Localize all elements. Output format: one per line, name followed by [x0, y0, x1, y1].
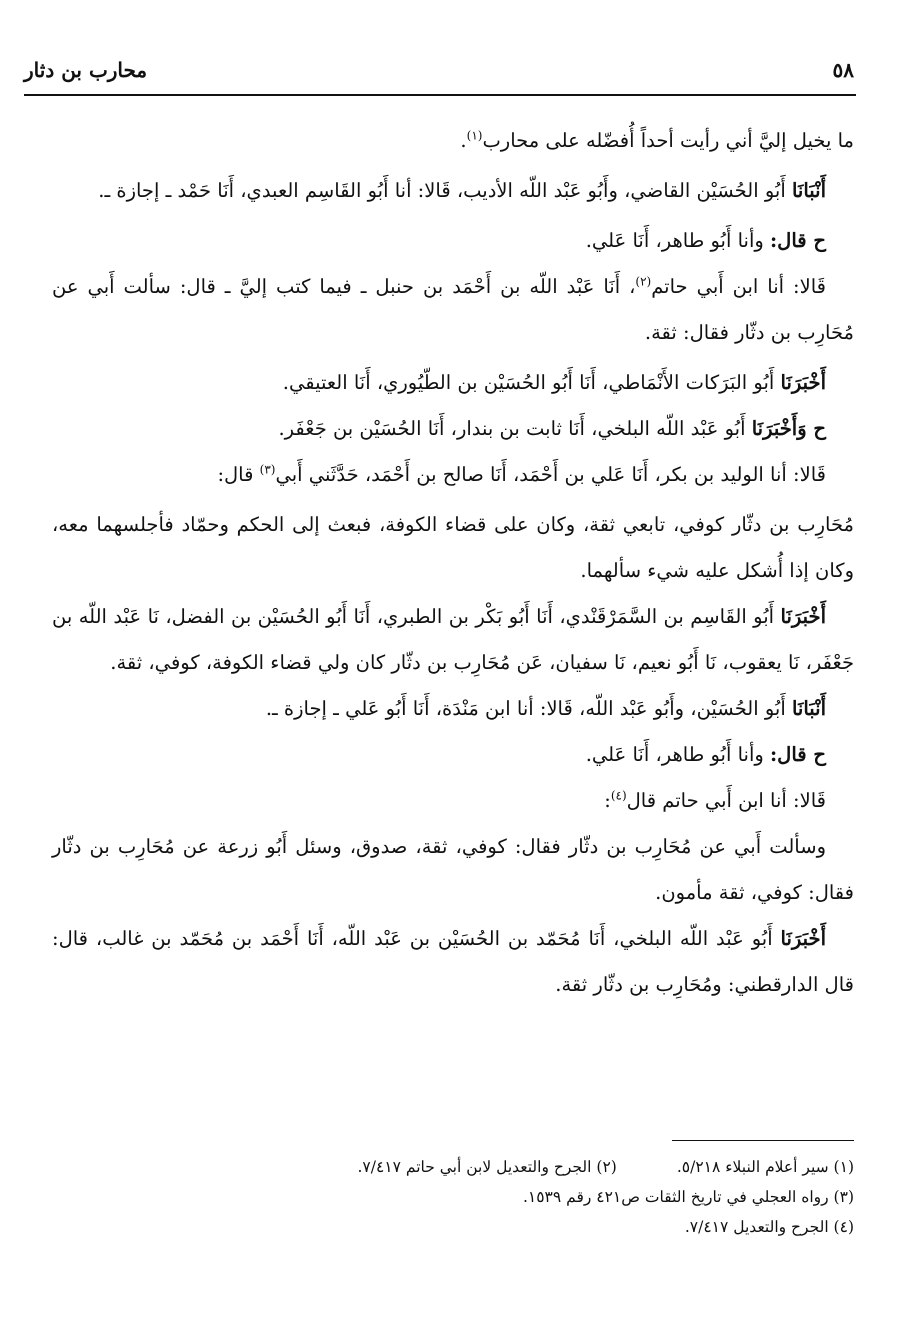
footnotes	[120, 1152, 854, 1242]
paragraph: ح قال: وأنا أَبُو طاهر، أَنَا عَلي.	[585, 229, 826, 252]
footnote-ref: (٢)	[635, 274, 652, 289]
paragraph: قَالا: أنا الوليد بن بكر، أَنَا عَلي بن أَحْمَد، أَنَا صالح بن أَحْمَد، حَدَّثَني أَبي$^{(٣)}$ قال:	[217, 462, 826, 486]
footnote-row	[120, 1152, 854, 1182]
paragraph: أَخْبَرَنَا أَبُو عَبْد اللّه البلخي، أَنَا مُحَمّد بن الحُسَيْن بن عَبْد اللّه، أَنَا أَحْمَد بن مُحَمّد بن غالب، قال: قال الدارقطني: ومُحَارِب بن دثّار ثقة.	[52, 927, 854, 996]
paragraph: أَنْبَانَا أَبُو الحُسَيْن القاضي، وأَبُو عَبْد اللّه الأديب، قَالا: أنا أَبُو القَاسِم العبدي، أَنَا حَمْد ـ إجازة ـ.	[98, 179, 826, 202]
footnote-rule	[672, 1140, 854, 1141]
footnote: (٢) الجرح والتعديل لابن أبي حاتم ٧/٤١٧.	[357, 1158, 617, 1176]
isnad-lead: أَخْبَرَنَا	[780, 605, 826, 628]
footnote: (٣) رواه العجلي في تاريخ الثقات ص٤٢١ رقم ١٥٣٩.	[522, 1188, 854, 1206]
paragraph: وسألت أَبي عن مُحَارِب بن دثّار فقال: كوفي، ثقة، صدوق، وسئل أَبُو زرعة عن مُحَارِب بن دثّار فقال: كوفي، ثقة مأمون.	[52, 835, 854, 904]
paragraph: ح وَأَخْبَرَنَا أَبُو عَبْد اللّه البلخي، أَنَا ثابت بن بندار، أَنَا الحُسَيْن بن جَعْفَر.	[278, 417, 826, 440]
page-number: ٥٨	[832, 58, 854, 82]
paragraph: أَخْبَرَنَا أَبُو البَرَكات الأَنْمَاطي، أَنَا أَبُو الحُسَيْن بن الطّيُوري، أَنَا العتيقي.	[282, 371, 826, 394]
footnote: (١) سير أعلام النبلاء ٥/٢١٨.	[676, 1158, 854, 1176]
isnad-lead: أَخْبَرَنَا	[780, 371, 826, 394]
footnote-ref: (٤)	[610, 788, 627, 803]
footnote-row	[120, 1212, 854, 1242]
paragraph: أَخْبَرَنَا أَبُو القَاسِم بن السَّمَرْقَنْدي، أَنَا أَبُو بَكْر بن الطبري، أَنَا أَبُو الحُسَيْن بن الفضل، نَا عَبْد اللّه بن جَعْفَر، نَا يعقوب، نَا أَبُو نعيم، نَا سفيان، عَن مُحَارِب بن دثّار كان ولي قضاء الكوفة، كوفي، ثقة.	[52, 605, 854, 674]
isnad-lead: أَنْبَانَا	[791, 697, 826, 720]
running-title: محارب بن دثار	[24, 58, 148, 82]
paragraph: قَالا: أنا ابن أَبي حاتم قال$^{(٤)}$:	[604, 788, 826, 812]
isnad-lead: ح قال:	[769, 229, 826, 252]
page-header	[24, 58, 854, 90]
paragraph: ح قال: وأنا أَبُو طاهر، أَنَا عَلي.	[585, 743, 826, 766]
isnad-lead: أَنْبَانَا	[791, 179, 826, 202]
isnad-lead: أَخْبَرَنَا	[780, 927, 826, 950]
isnad-lead: ح وَأَخْبَرَنَا	[751, 417, 826, 440]
paragraph: قَالا: أنا ابن أَبي حاتم$^{(٢)}$، أَنَا عَبْد اللّه بن أَحْمَد بن حنبل ـ فيما كتب إليَّ ـ قال: سألت أَبي عن مُحَارِب بن دثّار فقال: ثقة.	[52, 274, 854, 344]
footnote-row	[120, 1182, 854, 1212]
paragraph: أَنْبَانَا أَبُو الحُسَيْن، وأَبُو عَبْد اللّه، قَالا: أنا ابن مَنْدَة، أَنَا أَبُو عَلي ـ إجازة ـ.	[265, 697, 826, 720]
paragraph: مُحَارِب بن دثّار كوفي، تابعي ثقة، وكان على قضاء الكوفة، فبعث إلى الحكم وحمّاد فأجلسهما معه، وكان إذا أُشكل عليه شيء سألهما.	[52, 513, 854, 582]
footnote-ref: (٣)	[259, 462, 276, 477]
footnote: (٤) الجرح والتعديل ٧/٤١٧.	[684, 1218, 854, 1236]
paragraph: ما يخيل إليَّ أني رأيت أحداً أُفضّله على محارب$^{(١)}$.	[460, 128, 854, 152]
header-rule	[24, 94, 856, 96]
isnad-lead: ح قال:	[769, 743, 826, 766]
footnote-ref: (١)	[466, 128, 483, 143]
main-text	[52, 118, 854, 1008]
